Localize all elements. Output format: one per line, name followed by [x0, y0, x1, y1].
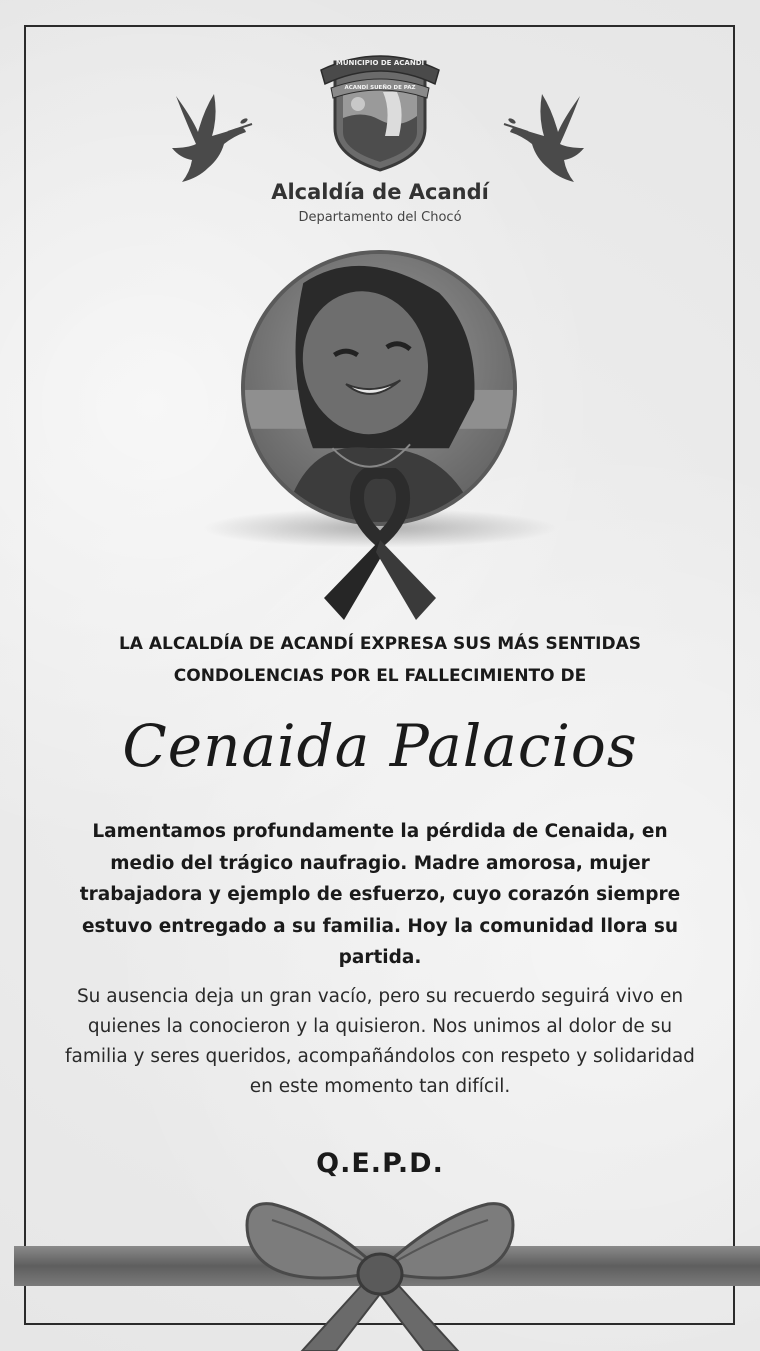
crest-banner-bottom: ACANDÍ SUEÑO DE PAZ	[344, 85, 416, 91]
condolence-heading	[40, 628, 720, 692]
qepd-closing: Q.E.P.D.	[316, 1148, 444, 1179]
org-name: Alcaldía de Acandí	[271, 180, 489, 204]
tribute-paragraph: Lamentamos profundamente la pérdida de Cenaida, en medio del trágico naufragio. Madre amorosa, mujer trabajadora y ejemplo de esfuerzo, cuyo corazón siempre estuvo entregado a su familia. Hoy la comunidad llora su partida.	[79, 821, 681, 968]
ribbon-bow-icon	[232, 1186, 528, 1351]
crest-banner-top: MUNICIPIO DE ACANDÍ	[335, 59, 425, 67]
heading-line-2: CONDOLENCIAS POR EL FALLECIMIENTO DE	[173, 666, 587, 686]
municipal-crest	[313, 40, 447, 174]
org-subtitle: Departamento del Chocó	[298, 210, 462, 225]
dove-icon	[502, 88, 588, 188]
dove-icon	[168, 88, 254, 188]
heading-line-1: LA ALCALDÍA DE ACANDÍ EXPRESA SUS MÁS SENTIDAS	[118, 634, 642, 654]
mourning-ribbon-icon	[318, 468, 442, 624]
condolence-paragraph: Su ausencia deja un gran vacío, pero su recuerdo seguirá vivo en quienes la conocieron y la quisieron. Nos unimos al dolor de su familia y seres queridos, acompañándolos con respeto y solidaridad en este momento tan difícil.	[65, 986, 695, 1097]
deceased-name: Cenaida Palacios	[122, 712, 638, 780]
